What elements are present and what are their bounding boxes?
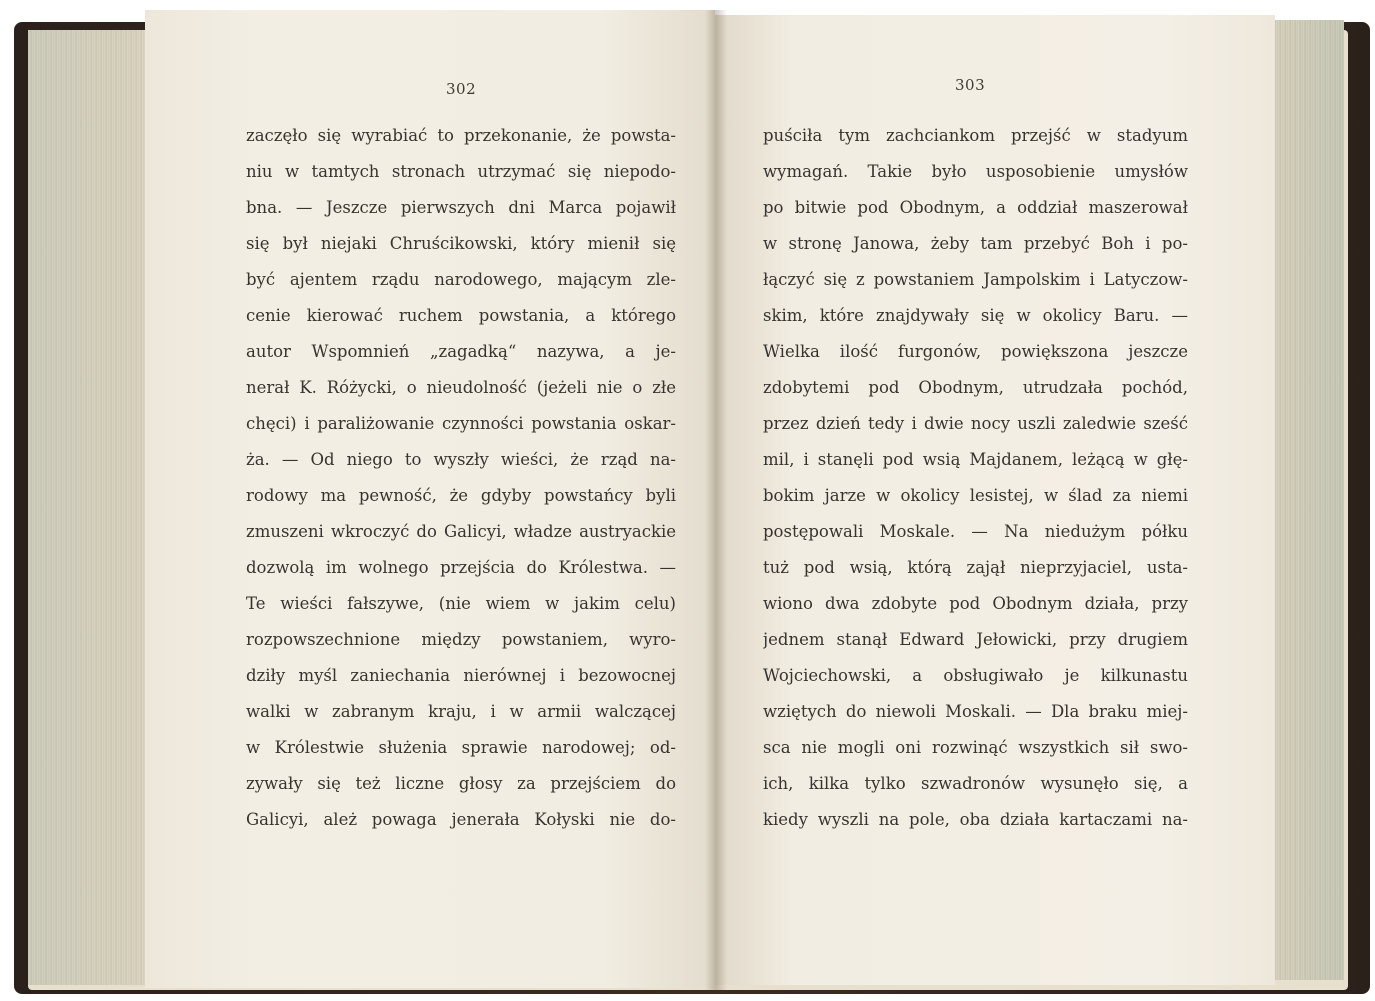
- text-line: jednem stanął Edward Jełowicki, przy drugiem: [763, 630, 1188, 649]
- text-line: puściła tym zachciankom przejść w stadyum: [763, 126, 1188, 145]
- text-line: rozpowszechnione między powstaniem, wyro-: [246, 630, 676, 649]
- text-line: się był niejaki Chruścikowski, który mienił się: [246, 234, 676, 253]
- text-line: tuż pod wsią, którą zajął nieprzyjaciel, usta-: [763, 558, 1188, 577]
- text-line: nerał K. Różycki, o nieudolność (jeżeli nie o złe: [246, 378, 676, 397]
- text-line: wziętych do niewoli Moskali. — Dla braku miej-: [763, 702, 1188, 721]
- text-line: łączyć się z powstaniem Jampolskim i Latyczow-: [763, 270, 1188, 289]
- text-line: niu w tamtych stronach utrzymać się niepodo-: [246, 162, 676, 181]
- right-page-text: [763, 118, 1188, 838]
- text-line: zywały się też liczne głosy za przejściem do: [246, 774, 676, 793]
- text-line: w Królestwie służenia sprawie narodowej; od-: [246, 738, 676, 757]
- text-line: ich, kilka tylko szwadronów wysunęło się, a: [763, 774, 1188, 793]
- text-line: przez dzień tedy i dwie nocy uszli zaledwie sześć: [763, 414, 1188, 433]
- left-page-text: [246, 118, 676, 838]
- text-line: walki w zabranym kraju, i w armii walczącej: [246, 702, 676, 721]
- text-line: chęci) i paraliżowanie czynności powstania oskar-: [246, 414, 676, 433]
- text-line: w stronę Janowa, żeby tam przebyć Boh i po-: [763, 234, 1188, 253]
- text-line: bna. — Jeszcze pierwszych dni Marca pojawił: [246, 198, 676, 217]
- text-line: zmuszeni wkroczyć do Galicyi, władze austryackie: [246, 522, 676, 541]
- text-line: dziły myśl zaniechania nierównej i bezowocnej: [246, 666, 676, 685]
- text-line: cenie kierować ruchem powstania, a którego: [246, 306, 676, 325]
- text-line: Te wieści fałszywe, (nie wiem w jakim celu): [246, 594, 676, 613]
- text-line: zaczęło się wyrabiać to przekonanie, że powsta-: [246, 126, 676, 145]
- text-line: być ajentem rządu narodowego, mającym zle-: [246, 270, 676, 289]
- right-page-number: 303: [955, 76, 986, 94]
- text-line: postępowali Moskale. — Na niedużym półku: [763, 522, 1188, 541]
- text-line: bokim jarze w okolicy lesistej, w ślad za niemi: [763, 486, 1188, 505]
- page-edges-left-tint: [28, 30, 158, 985]
- text-line: Wielka ilość furgonów, powiększona jeszcze: [763, 342, 1188, 361]
- text-line: po bitwie pod Obodnym, a oddział maszerował: [763, 198, 1188, 217]
- text-line: ża. — Od niego to wyszły wieści, że rząd na-: [246, 450, 676, 469]
- text-line: Galicyi, ależ powaga jenerała Kołyski nie do-: [246, 810, 676, 829]
- text-line: mil, i stanęli pod wsią Majdanem, leżącą w głę-: [763, 450, 1188, 469]
- text-line: kiedy wyszli na pole, oba działa kartaczami na-: [763, 810, 1188, 829]
- text-line: sca nie mogli oni rozwinąć wszystkich sił swo-: [763, 738, 1188, 757]
- book-gutter: [705, 10, 727, 990]
- text-line: dozwolą im wolnego przejścia do Królestwa. —: [246, 558, 676, 577]
- text-line: zdobytemi pod Obodnym, utrudzała pochód,: [763, 378, 1188, 397]
- text-line: wymagań. Takie było usposobienie umysłów: [763, 162, 1188, 181]
- text-line: skim, które znajdywały się w okolicy Baru. —: [763, 306, 1188, 325]
- left-page-number: 302: [446, 80, 477, 98]
- text-line: rodowy ma pewność, że gdyby powstańcy byli: [246, 486, 676, 505]
- text-line: Wojciechowski, a obsługiwało je kilkunastu: [763, 666, 1188, 685]
- text-line: wiono dwa zdobyte pod Obodnym działa, przy: [763, 594, 1188, 613]
- text-line: autor Wspomnień „zagadką“ nazywa, a je-: [246, 342, 676, 361]
